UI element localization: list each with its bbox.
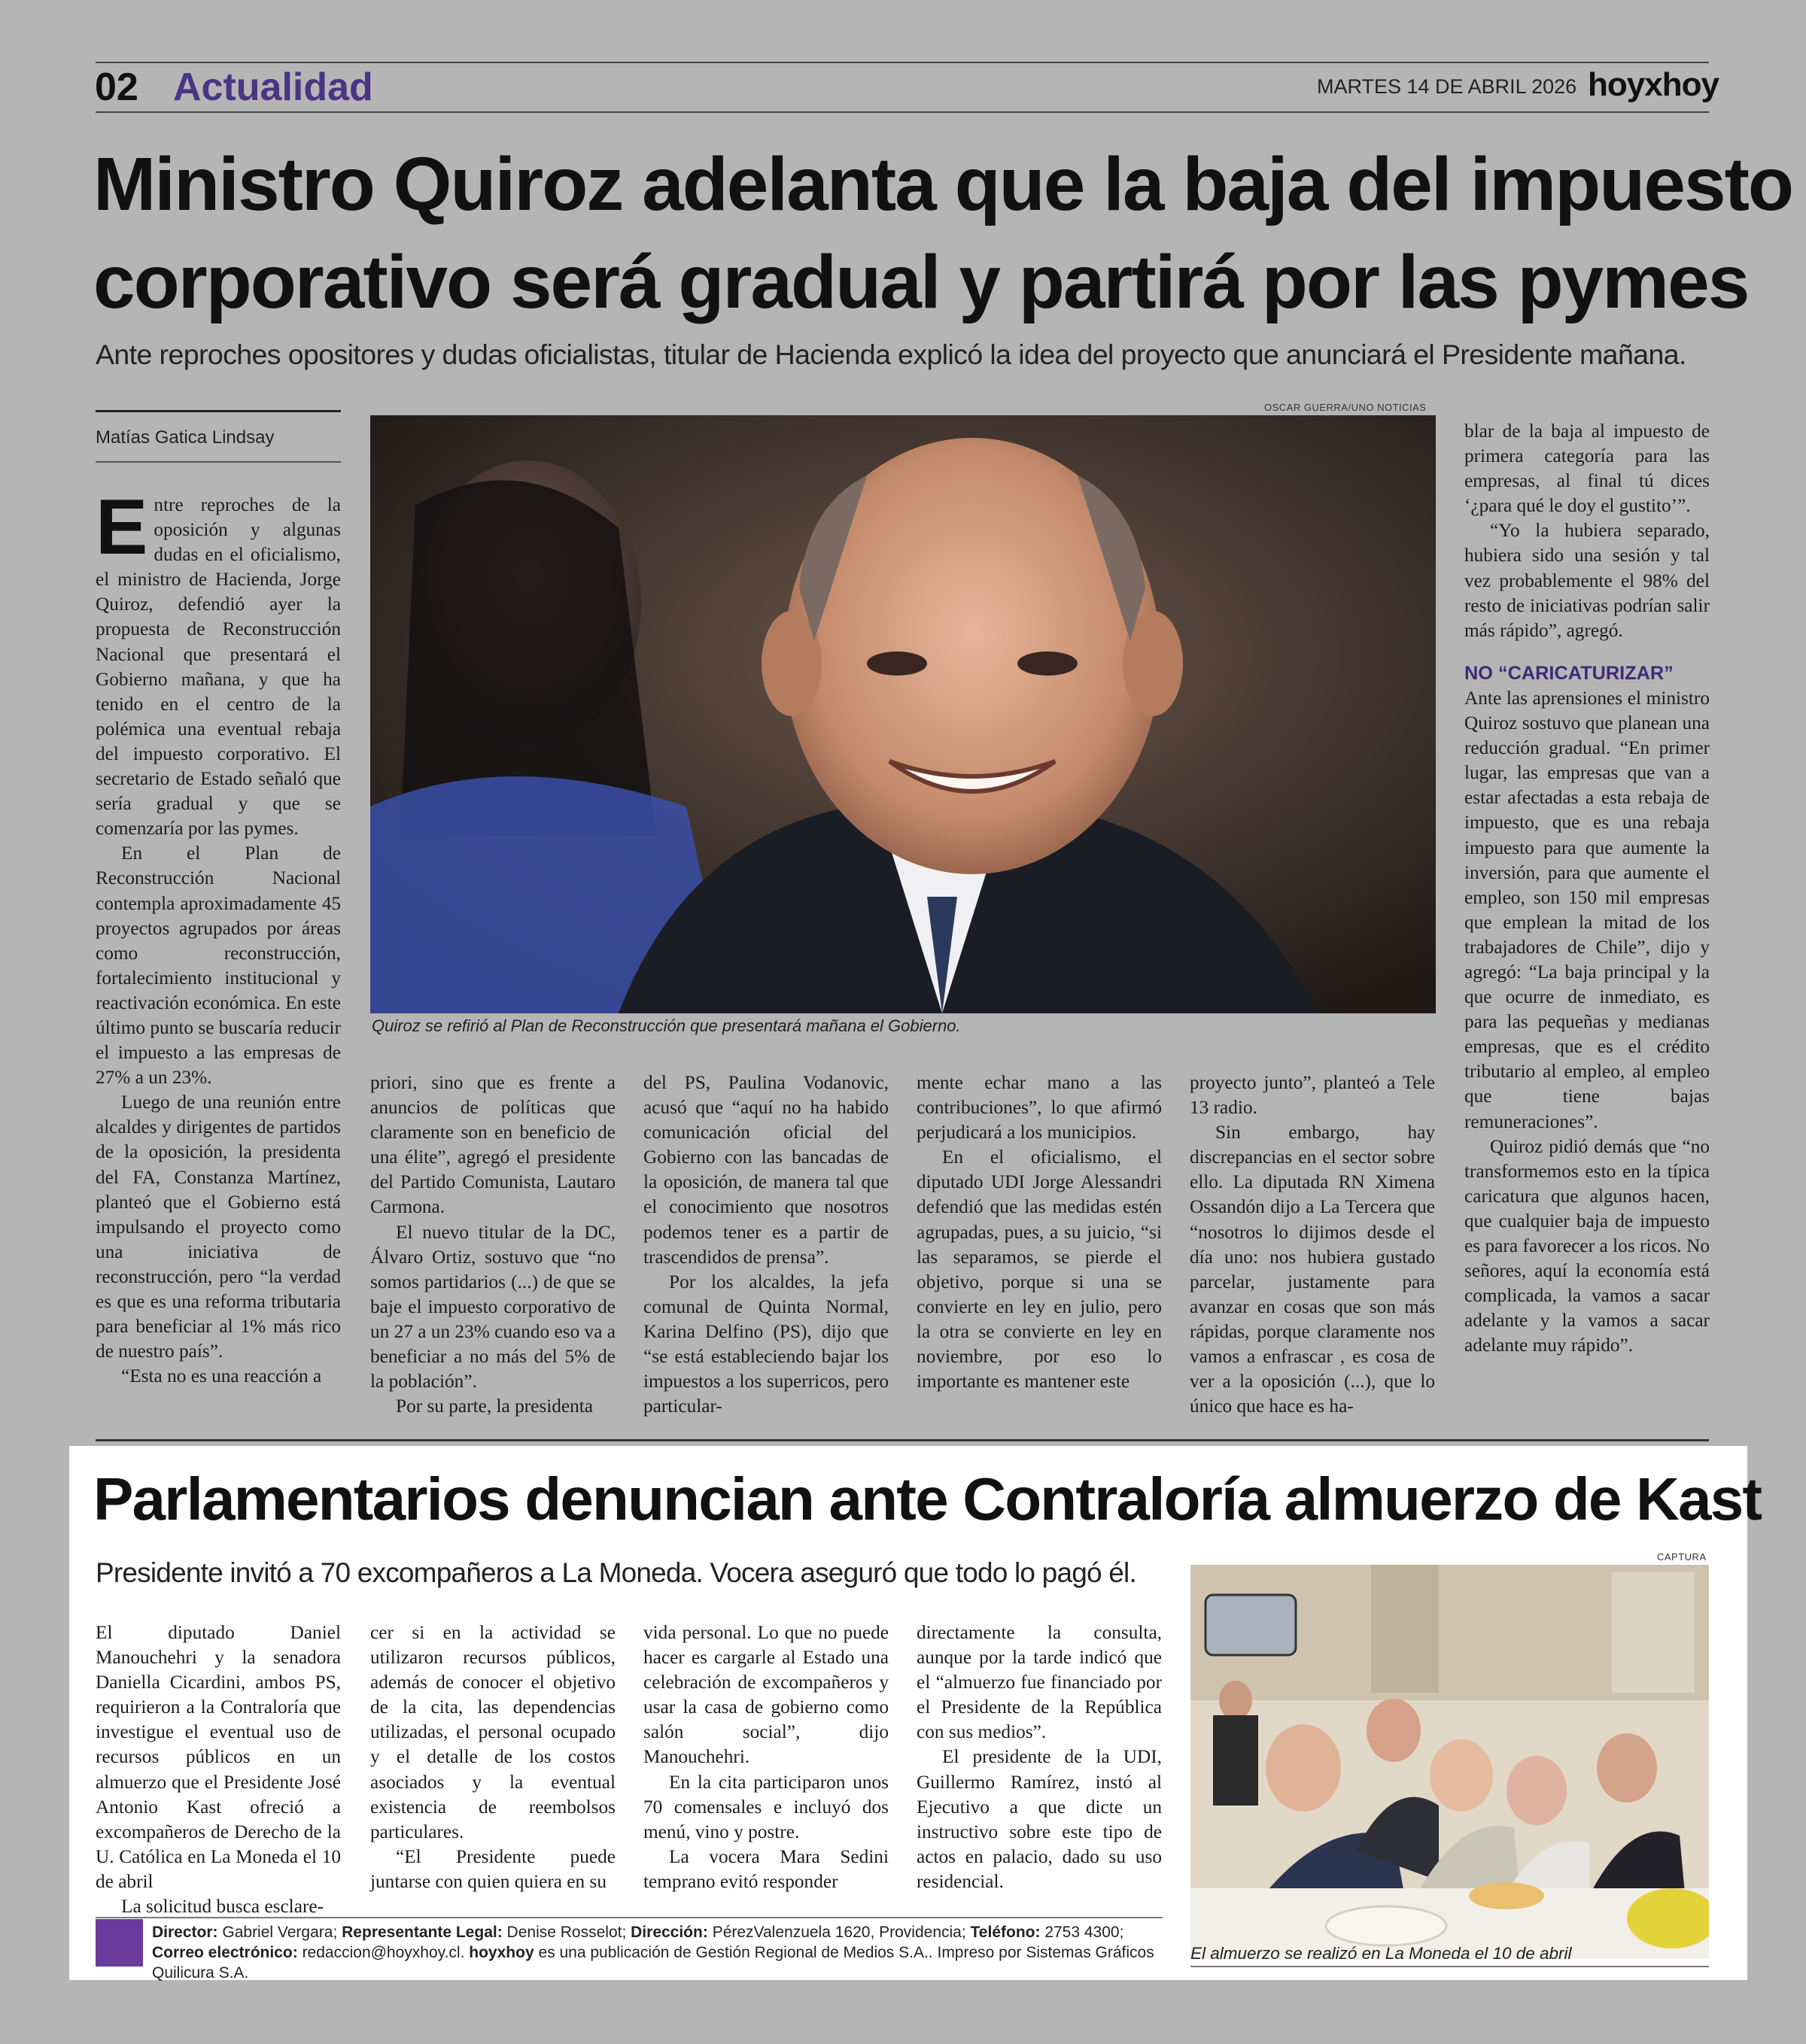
article2-col2-p2: “El Presidente puede juntarse con quien quiera en su bbox=[370, 1845, 616, 1892]
article2-col4-p2: El presidente de la UDI, Guillermo Ramírez, instó al Ejecutivo a que dicte un instructivo sobre este tipo de actos en palacio, dado su uso residencial. bbox=[917, 1746, 1162, 1892]
photo-caption: Quiroz se refirió al Plan de Reconstrucción que presentará mañana el Gobierno. bbox=[372, 1016, 961, 1035]
article1-col3 bbox=[643, 1071, 889, 1419]
article-divider bbox=[96, 1439, 1709, 1441]
article2-subtitle: Presidente invitó a 70 excompañeros a La Moneda. Vocera aseguró que todo lo pagó él. bbox=[96, 1557, 1136, 1588]
article2-col4-p1: directamente la consulta, aunque por la tarde indicó que el “almuerzo fue financiado por el Presidente de la República con sus medios”. bbox=[917, 1622, 1162, 1743]
page-number: 02 bbox=[95, 65, 138, 109]
drop-cap: E bbox=[96, 484, 148, 571]
article2-col2-p1: cer si en la actividad se utilizaron recursos públicos, además de conocer el objetivo de la cita, las dependencias utilizadas, el personal ocupado y el detalle de los costos asociados y la eventual existencia de reembolsos particulares. bbox=[370, 1622, 616, 1842]
article1-col5-p1: proyecto junto”, planteó a Tele 13 radio. bbox=[1190, 1072, 1435, 1119]
email-value: redaccion@hoyxhoy.cl. bbox=[302, 1944, 465, 1961]
footer-credits bbox=[152, 1922, 1164, 1983]
article1-col1-p2: En el Plan de Reconstrucción Nacional contempla aproximadamente 45 proyectos agrupados por áreas como reconstrucción, fortalecimiento institucional y reactivación económica. En este último punto se buscaría reducir el impuesto a las empresas de 27% a un 23%. bbox=[96, 843, 341, 1089]
article1-col5-p2: Sin embargo, hay discrepancias en el sector sobre ello. La diputada RN Ximena Ossandón dijo a La Tercera que “nosotros lo dijimos desde el día uno: nos hubiera gustado parcelar, justamente para avanzar en cosas que son más rápidas, porque claramente nos vamos a enfrascar , es cosa de ver a la oposición (...), que lo único que hace es ha- bbox=[1190, 1122, 1435, 1417]
director-name: Gabriel Vergara; bbox=[222, 1924, 338, 1941]
byline-bottom-rule bbox=[96, 461, 341, 463]
article2-col1 bbox=[96, 1620, 341, 1919]
header-top-rule bbox=[96, 62, 1709, 63]
article2-col3 bbox=[643, 1620, 889, 1894]
phone-value: 2753 4300; bbox=[1044, 1924, 1124, 1941]
article1-subhead: NO “CARICATURIZAR” bbox=[1464, 662, 1674, 684]
header-bottom-rule bbox=[96, 111, 1709, 113]
article1-col4-p1: mente echar mano a las contribuciones”, lo que afirmó perjudicará a los municipios. bbox=[917, 1072, 1162, 1143]
article1-col6-p1: blar de la baja al impuesto de primera categoría para las empresas, al final tú dices ‘¿para qué le doy el gustito’”. bbox=[1464, 421, 1710, 517]
footer-accent-block bbox=[96, 1919, 143, 1967]
caption-rule bbox=[1190, 1966, 1709, 1967]
article1-col5 bbox=[1190, 1071, 1435, 1419]
article1-col2 bbox=[370, 1071, 616, 1419]
footer-brand: hoyxhoy bbox=[469, 1944, 534, 1961]
article1-col3-p2: Por los alcaldes, la jefa comunal de Quinta Normal, Karina Delfino (PS), dijo que “se está estableciendo bajar los impuestos a los superricos, pero particular- bbox=[643, 1271, 889, 1417]
article2-col4 bbox=[917, 1620, 1162, 1894]
article1-col6-p4: Quiroz pidió demás que “no transformemos esto en la típica caricatura que algunos hacen, que cualquier baja de impuesto es para favorecer a los ricos. No señores, aquí la economía está complicada, la vamos a sacar adelante y la vamos a sacar adelante muy rápido”. bbox=[1464, 1135, 1710, 1356]
article2-col3-p1: vida personal. Lo que no puede hacer es cargarle al Estado una celebración de excompañeros y usar la casa de gobierno como salón social”, dijo Manouchehri. bbox=[643, 1622, 889, 1768]
lunch-photo bbox=[1190, 1565, 1709, 1959]
photo-credit: OSCAR GUERRA/UNO NOTICIAS bbox=[1264, 402, 1427, 413]
minister-photo bbox=[370, 415, 1436, 1013]
article2-title: Parlamentarios denuncian ante Contraloría almuerzo de Kast bbox=[93, 1465, 1762, 1532]
brand-logo: hoyxhoy bbox=[1588, 66, 1719, 103]
article1-col6-p2: “Yo la hubiera separado, hubiera sido una sesión y tal vez probablemente el 98% del resto de iniciativas podrían salir más rápido”, agregó. bbox=[1464, 520, 1710, 641]
article2-col1-p1: El diputado Daniel Manouchehri y la senadora Daniella Cicardini, ambos PS, requirieron a la Contraloría que investigue el eventual uso de recursos públicos en un almuerzo que el Presidente José Antonio Kast ofreció a excompañeros de Derecho de la U. Católica en La Moneda el 10 de abril bbox=[96, 1622, 341, 1892]
article2-col3-p2: En la cita participaron unos 70 comensales e incluyó dos menú, vino y postre. bbox=[643, 1771, 889, 1842]
article2-col2 bbox=[370, 1620, 616, 1894]
address-label: Dirección: bbox=[631, 1924, 708, 1941]
article1-col6 bbox=[1464, 419, 1710, 1358]
phone-label: Teléfono: bbox=[970, 1924, 1041, 1941]
article1-col1-p1: ntre reproches de la oposición y algunas dudas en el oficialismo, el ministro de Hacienda, Jorge Quiroz, defendió ayer la propuesta de Reconstrucción Nacional que presentará el Gobierno mañana, y que ha tenido en el centro de la polémica una eventual rebaja del impuesto corporativo. El secretario de Estado señaló que sería gradual y que se comenzaría por las pymes. bbox=[96, 494, 341, 840]
article2-photo-credit: CAPTURA bbox=[1657, 1551, 1707, 1563]
article1-col2-p2: El nuevo titular de la DC, Álvaro Ortiz, sostuvo que “no somos partidarios (...) de que se baje el impuesto corporativo de un 27 a un 23% cuando eso va a beneficiar a no más del 5% de la población”. bbox=[370, 1221, 616, 1393]
byline: Matías Gatica Lindsay bbox=[96, 427, 275, 448]
article2-col1-p2: La solicitud busca esclare- bbox=[121, 1896, 324, 1918]
email-label: Correo electrónico: bbox=[152, 1944, 298, 1961]
article1-title-line2: corporativo será gradual y partirá por las pymes bbox=[93, 240, 1749, 324]
article2-col3-p3: La vocera Mara Sedini temprano evitó responder bbox=[643, 1845, 889, 1892]
article1-col2-p3: Por su parte, la presidenta bbox=[396, 1396, 594, 1417]
director-label: Director: bbox=[152, 1924, 218, 1941]
article1-col6-p3: Ante las aprensiones el ministro Quiroz sostuvo que planean una reducción gradual. “En primer lugar, las empresas que van a estar afectadas a esta rebaja de impuesto, que es una rebaja impuesto para que aumente la inversión, para que aumente el empleo, son 150 mil empresas que emplean la mitad de los trabajadores de Chile”, dijo y agregó: “La baja principal y la que ocurre de inmediato, es para las pequeñas y medianas empresas, que es el crédito tributario al empleo, al empleo que tiene bajas remuneraciones”. bbox=[1464, 687, 1710, 1132]
legal-label: Representante Legal: bbox=[342, 1924, 503, 1941]
publisher-text: es una publicación de Gestión Regional de Medios S.A.. Impreso por Sistemas Gráficos Quilicura S.A. bbox=[152, 1944, 1154, 1982]
section-label: Actualidad bbox=[173, 65, 373, 109]
address-value: PérezValenzuela 1620, Providencia; bbox=[712, 1924, 966, 1941]
article1-title-line1: Ministro Quiroz adelanta que la baja del impuesto bbox=[93, 142, 1792, 226]
article1-subtitle: Ante reproches opositores y dudas oficialistas, titular de Hacienda explicó la idea del proyecto que anunciará el Presidente mañana. bbox=[96, 339, 1686, 370]
article1-col4-p2: En el oficialismo, el diputado UDI Jorge Alessandri defendió que las medidas estén agrupadas, pues, a su juicio, “si las separamos, se pierde el objetivo, porque si una se convierte en ley en julio, pero la otra se convierte en ley en noviembre, por eso lo importante es mantener este bbox=[917, 1147, 1162, 1393]
article2-photo-caption: El almuerzo se realizó en La Moneda el 10 de abril bbox=[1190, 1944, 1572, 1963]
legal-name: Denise Rosselot; bbox=[506, 1924, 627, 1941]
article1-col1 bbox=[96, 484, 341, 1389]
article1-col1-p3: Luego de una reunión entre alcaldes y dirigentes de partidos de la oposición, la presidenta del FA, Constanza Martínez, planteó que el Gobierno está impulsando el proyecto como una iniciativa de reconstrucción, pero “la verdad es que es una reforma tributaria para beneficiar al 1% más rico de nuestro país”. bbox=[96, 1092, 341, 1362]
byline-top-rule bbox=[96, 410, 341, 412]
article1-col3-p1: del PS, Paulina Vodanovic, acusó que “aquí no ha habido comunicación oficial del Gobierno con las bancadas de la oposición, de manera tal que el conocimiento que nosotros podemos tener es a partir de trascendidos de prensa”. bbox=[643, 1072, 889, 1268]
footer-top-rule bbox=[96, 1917, 1163, 1918]
article1-col2-p1: priori, sino que es frente a anuncios de políticas que claramente son en beneficio de una élite”, agregó el presidente del Partido Comunista, Lautaro Carmona. bbox=[370, 1072, 616, 1218]
issue-date: MARTES 14 DE ABRIL 2026 bbox=[1317, 75, 1577, 98]
article1-col1-p4: “Esta no es una reacción a bbox=[121, 1365, 322, 1387]
article1-col4 bbox=[917, 1071, 1162, 1394]
